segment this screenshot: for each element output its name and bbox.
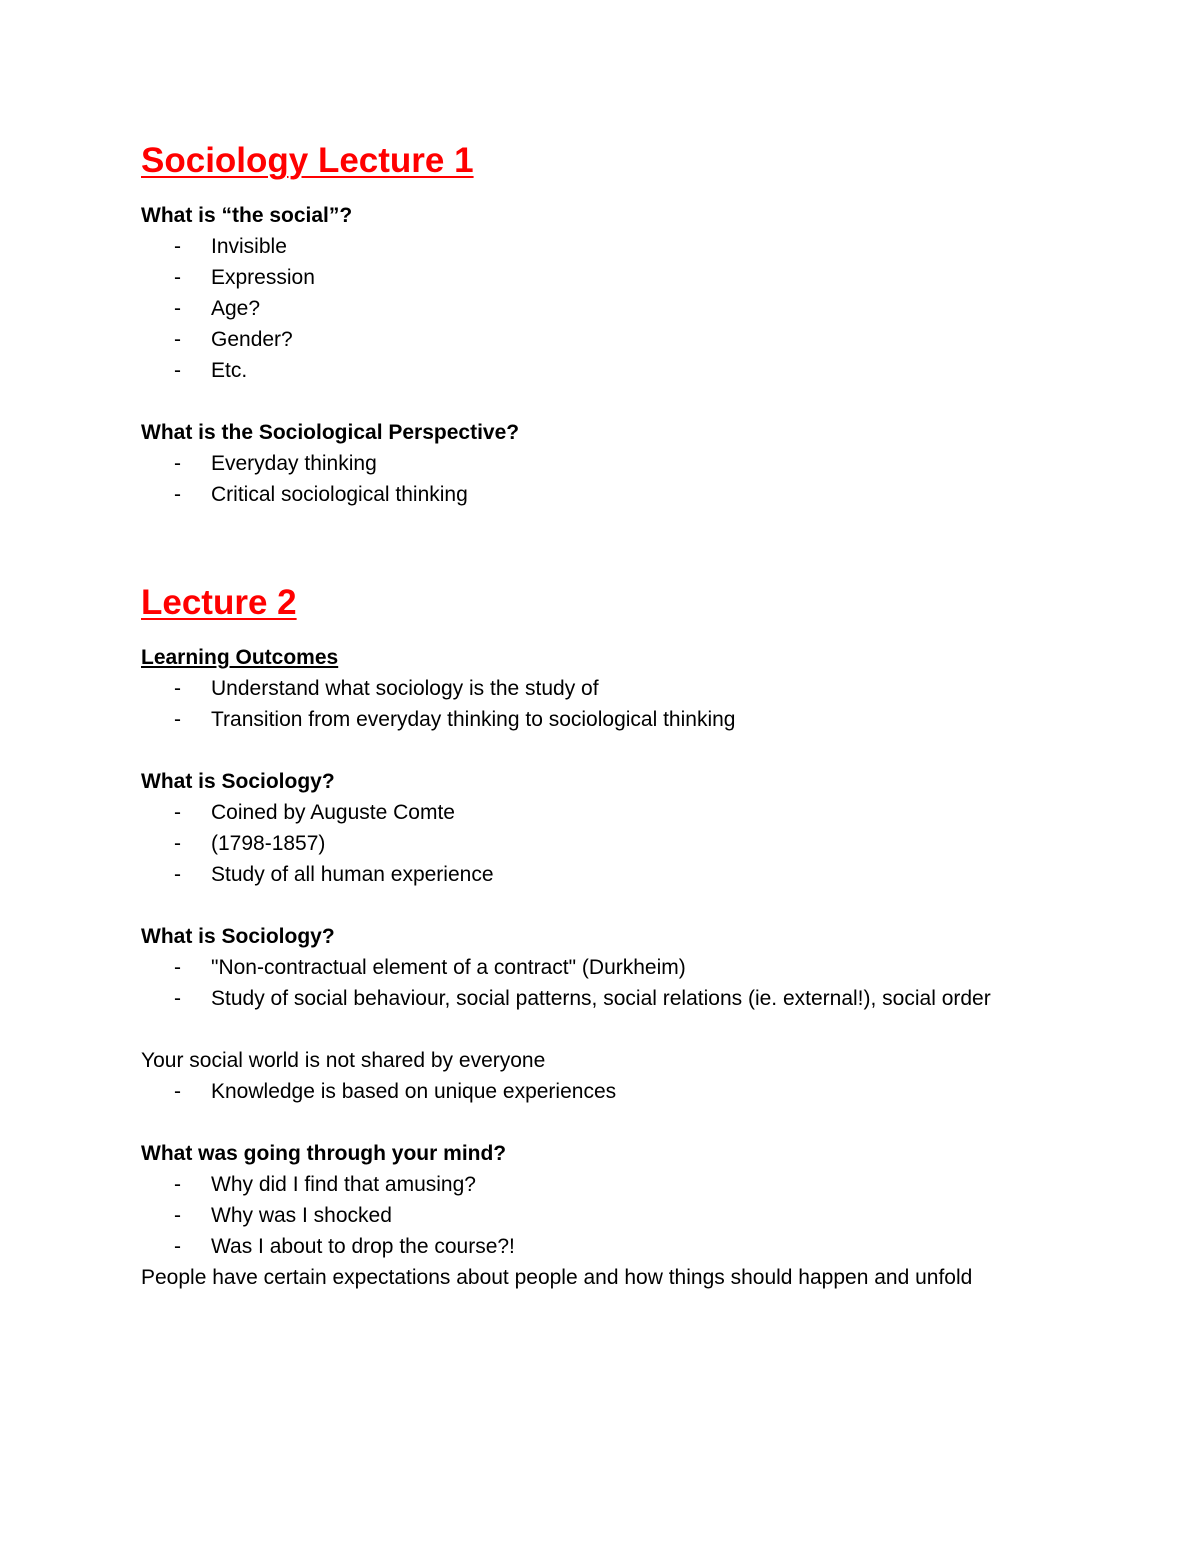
- list-item: [141, 952, 1041, 983]
- list-item-text: Critical sociological thinking: [211, 483, 468, 506]
- section-heading-what-is-sociology: What is Sociology?: [141, 770, 335, 793]
- expectations-text: People have certain expectations about people and how things should happen and unfold: [141, 1266, 973, 1289]
- spacer: [141, 1107, 1041, 1138]
- section-heading-sociological-perspective: What is the Sociological Perspective?: [141, 421, 520, 444]
- bullet-dash: -: [174, 297, 181, 320]
- social-world-text: Your social world is not shared by everyone: [141, 1049, 546, 1072]
- bullet-dash: -: [174, 863, 181, 886]
- list-item-text: Understand what sociology is the study of: [211, 677, 599, 700]
- bullet-dash: -: [174, 987, 181, 1010]
- lecture-1-title: Sociology Lecture 1: [141, 141, 474, 180]
- list-item: [141, 231, 1041, 262]
- bullet-dash: -: [174, 452, 181, 475]
- bullet-dash: -: [174, 801, 181, 824]
- bullet-list-sociological-perspective: [141, 448, 1041, 510]
- list-item-text: Age?: [211, 297, 261, 320]
- list-item: [141, 704, 1041, 735]
- bullet-list-learning-outcomes: [141, 673, 1041, 735]
- bullet-dash: -: [174, 677, 181, 700]
- list-item: [141, 1076, 1041, 1107]
- spacer: [141, 890, 1041, 921]
- list-item-text: (1798-1857): [211, 832, 326, 855]
- list-item: [141, 797, 1041, 828]
- list-item: [141, 479, 1041, 510]
- list-item: [141, 983, 1041, 1014]
- bullet-dash: -: [174, 1235, 181, 1258]
- spacer: [141, 386, 1041, 417]
- list-item: [141, 1169, 1041, 1200]
- list-item-text: Coined by Auguste Comte: [211, 801, 455, 824]
- list-item: [141, 355, 1041, 386]
- spacer: [141, 1014, 1041, 1045]
- bullet-list-what-is-sociology: [141, 797, 1041, 890]
- bullet-list-going-through-mind: [141, 1169, 1041, 1262]
- bullet-dash: -: [174, 483, 181, 506]
- list-item: [141, 673, 1041, 704]
- bullet-dash: -: [174, 328, 181, 351]
- list-item: [141, 828, 1041, 859]
- document-page: [141, 130, 1041, 1293]
- lecture-2-title: Lecture 2: [141, 583, 297, 622]
- section-heading-learning-outcomes: Learning Outcomes: [141, 646, 339, 669]
- list-item-text: Knowledge is based on unique experiences: [211, 1080, 617, 1103]
- list-item-text: Gender?: [211, 328, 293, 351]
- list-item-text: Invisible: [211, 235, 287, 258]
- section-heading-going-through-mind: What was going through your mind?: [141, 1142, 507, 1165]
- bullet-list-what-is-sociology-2: [141, 952, 1041, 1014]
- list-item-text: "Non-contractual element of a contract" (Durkheim): [211, 956, 686, 979]
- bullet-dash: -: [174, 1173, 181, 1196]
- bullet-list-social-world: [141, 1076, 1041, 1107]
- list-item-text: Study of social behaviour, social patterns, social relations (ie. external!), social order: [211, 987, 991, 1010]
- bullet-dash: -: [174, 1204, 181, 1227]
- spacer: [141, 735, 1041, 766]
- list-item: [141, 1231, 1041, 1262]
- list-item-text: Everyday thinking: [211, 452, 377, 475]
- bullet-list-the-social: [141, 231, 1041, 386]
- list-item-text: Transition from everyday thinking to sociological thinking: [211, 708, 736, 731]
- list-item-text: Etc.: [211, 359, 248, 382]
- bullet-dash: -: [174, 708, 181, 731]
- list-item-text: Why did I find that amusing?: [211, 1173, 476, 1196]
- bullet-dash: -: [174, 832, 181, 855]
- bullet-dash: -: [174, 235, 181, 258]
- list-item-text: Was I about to drop the course?!: [211, 1235, 515, 1258]
- list-item: [141, 324, 1041, 355]
- section-heading-what-is-sociology-2: What is Sociology?: [141, 925, 335, 948]
- bullet-dash: -: [174, 359, 181, 382]
- bullet-dash: -: [174, 266, 181, 289]
- section-heading-the-social: What is “the social”?: [141, 204, 353, 227]
- spacer: [141, 510, 1041, 572]
- list-item: [141, 293, 1041, 324]
- list-item: [141, 262, 1041, 293]
- list-item: [141, 448, 1041, 479]
- bullet-dash: -: [174, 956, 181, 979]
- list-item-text: Why was I shocked: [211, 1204, 392, 1227]
- list-item: [141, 859, 1041, 890]
- list-item: [141, 1200, 1041, 1231]
- list-item-text: Study of all human experience: [211, 863, 494, 886]
- list-item-text: Expression: [211, 266, 315, 289]
- bullet-dash: -: [174, 1080, 181, 1103]
